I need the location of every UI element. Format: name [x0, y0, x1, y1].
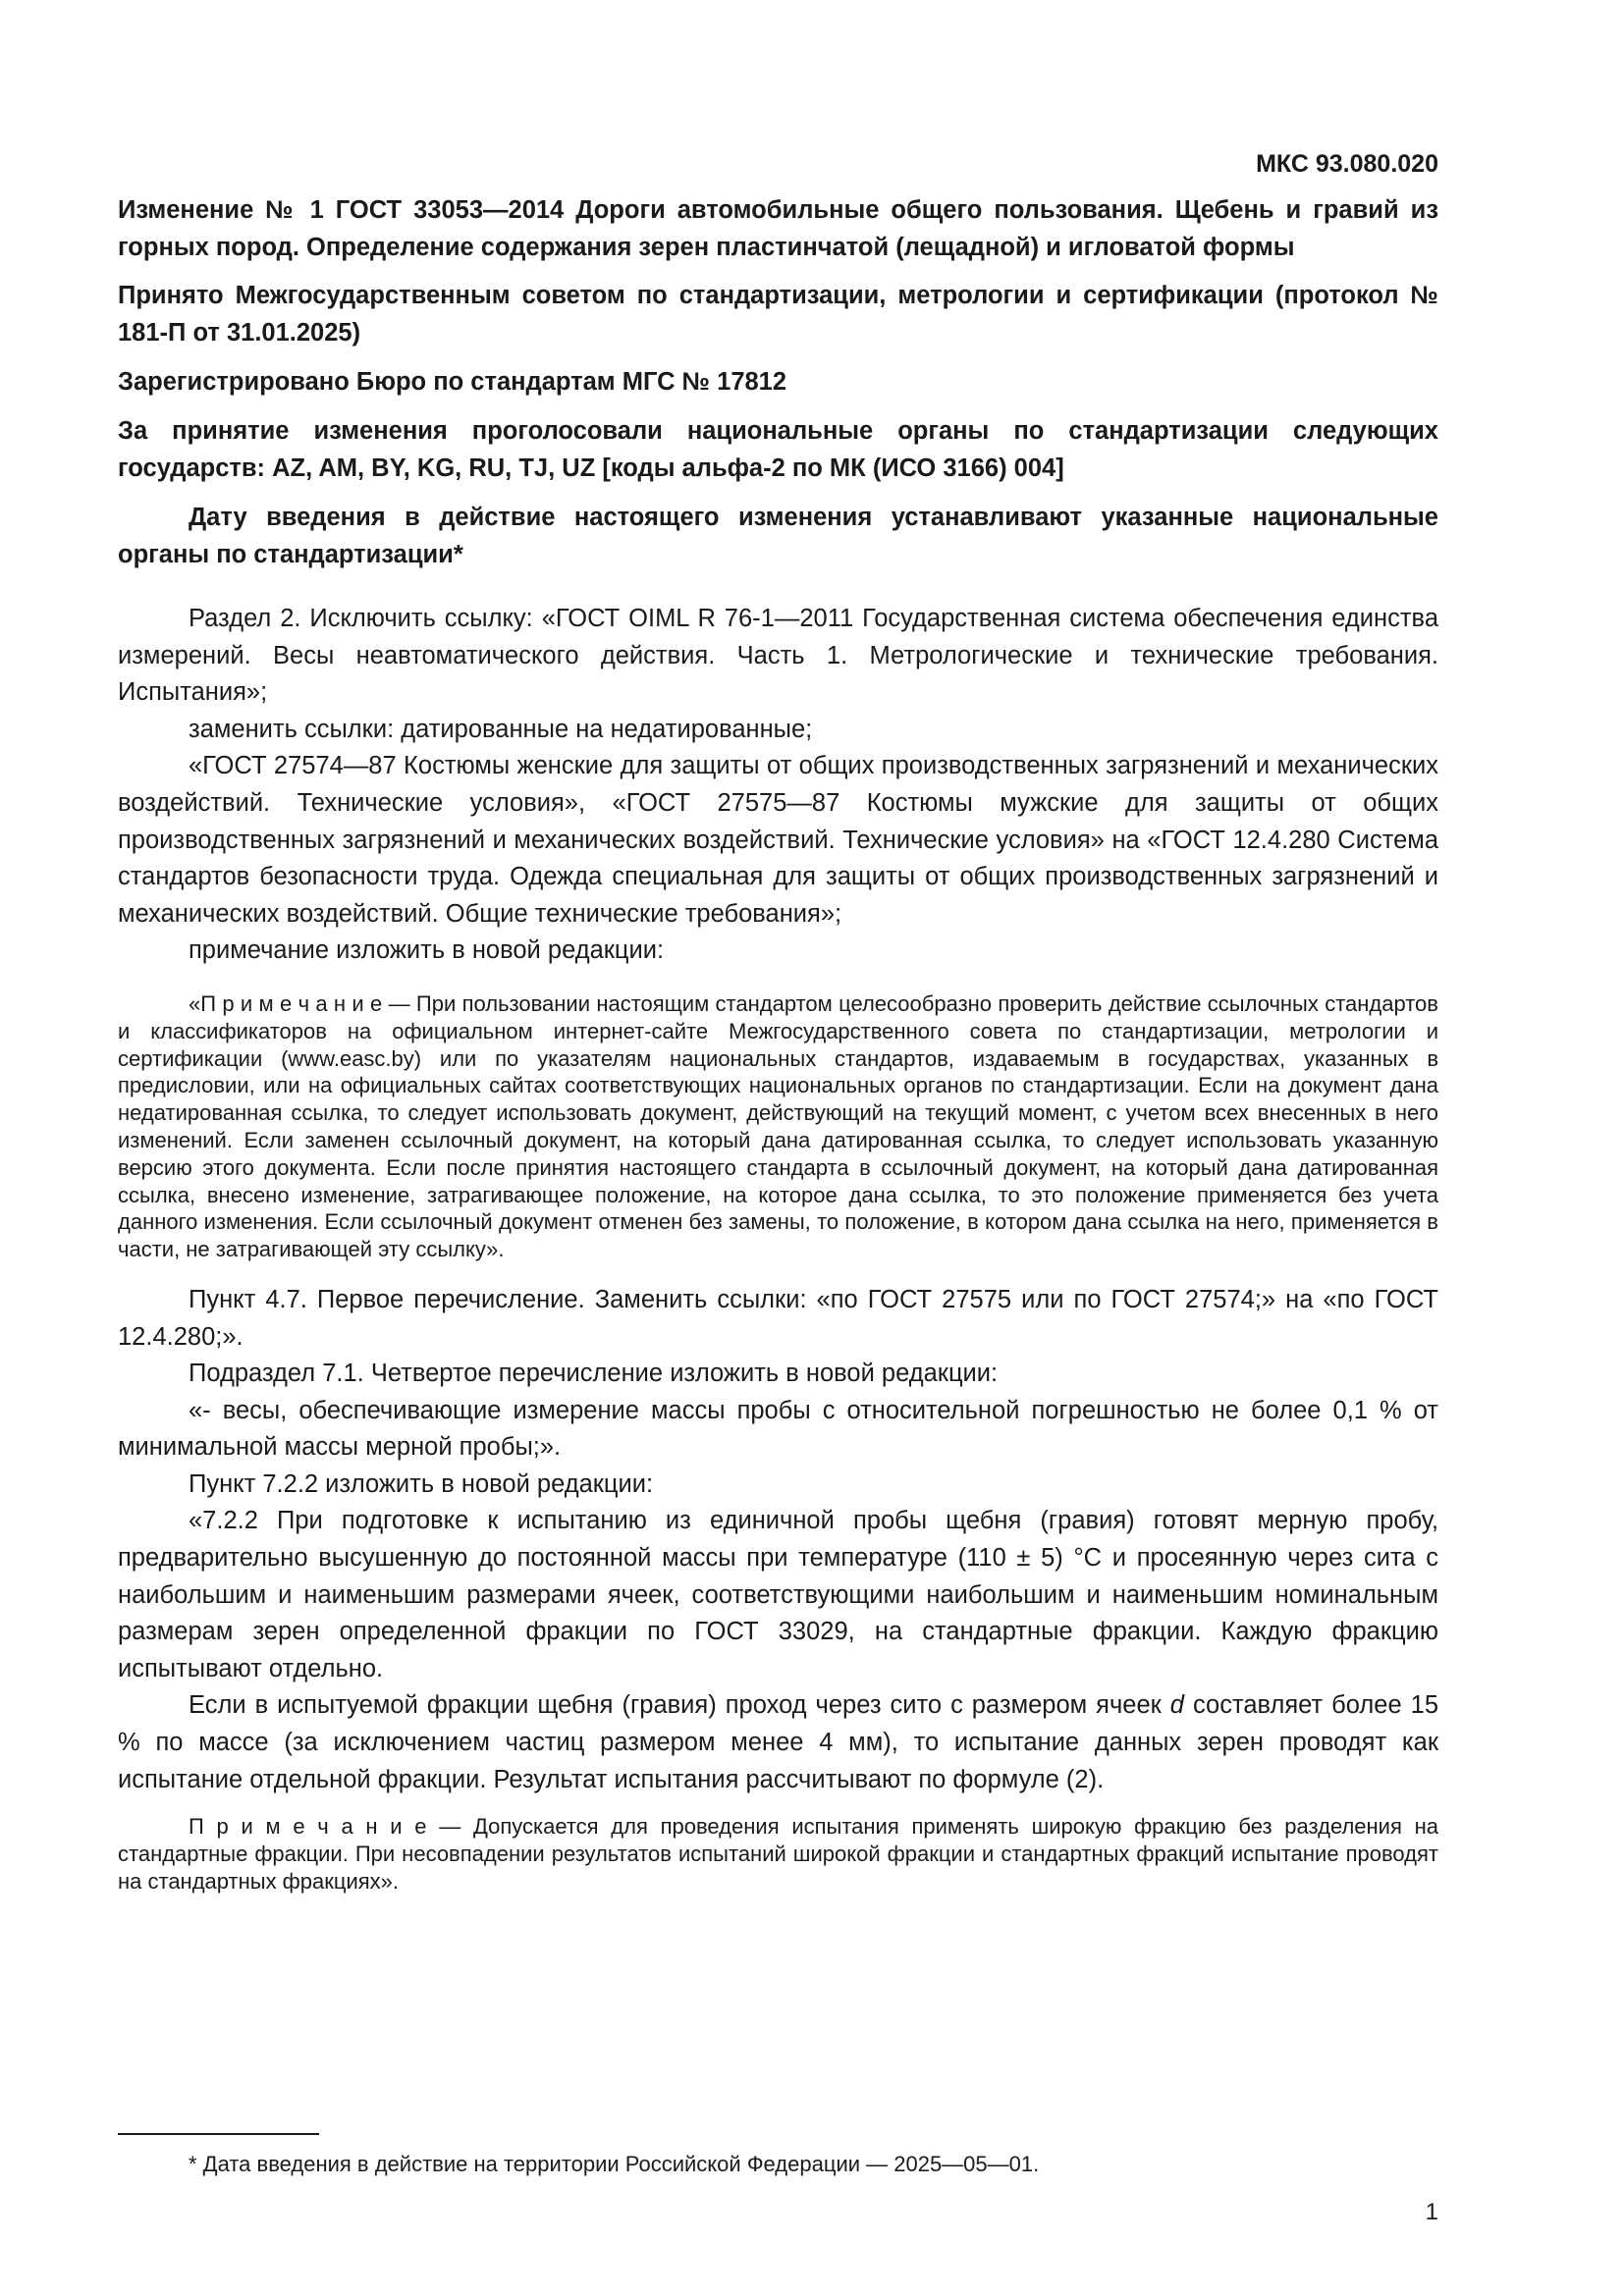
paragraph: Если в испытуемой фракции щебня (гравия) проход через сито с размером ячеек d составляет более 15 % по массе (за исключением частиц размером менее 4 мм), то испытание данных зерен проводят как испытание отдельной фракции. Результат испытания рассчитывают по формуле (2).	[118, 1691, 1438, 1793]
paragraph: Пункт 4.7. Первое перечисление. Заменить ссылки: «по ГОСТ 27575 или по ГОСТ 27574;» на «по ГОСТ 12.4.280;».	[118, 1285, 1438, 1351]
paragraph: заменить ссылки: датированные на недатированные;	[189, 715, 813, 743]
paragraph: «7.2.2 При подготовке к испытанию из единичной пробы щебня (гравия) готовят мерную пробу, предварительно высушенную до постоянной массы при температуре (110 ± 5) °C и просеянную через сита с наибольшим и наименьшим размерами ячеек, соответствующими наибольшим и наименьшим номинальным размерам зерен определенной фракции по ГОСТ 33029, на стандартные фракции. Каждую фракцию испытывают отдельно.	[118, 1507, 1438, 1682]
voted-statement: За принятие изменения проголосовали национальные органы по стандартизации следующих государств: AZ, AM, BY, KG, RU, TJ, UZ [коды альфа-2 по МК (ИСО 3166) 004]	[118, 417, 1438, 482]
amendment-body	[118, 601, 1438, 1896]
footnote: * Дата введения в действие на территории Российской Федерации — 2025—05—01.	[189, 2152, 1040, 2176]
note-label: П р и м е ч а н и е	[189, 1814, 427, 1840]
effective-date-statement: Дату введения в действие настоящего изменения устанавливают указанные национальные органы по стандартизации*	[118, 504, 1438, 568]
note-paragraph	[118, 1813, 1438, 1895]
note-label: «П р и м е ч а н и е	[189, 990, 383, 1016]
paragraph: «- весы, обеспечивающие измерение массы пробы с относительной погрешностью не более 0,1 % от минимальной массы мерной пробы;».	[118, 1396, 1438, 1462]
amendment-title: Изменение № 1 ГОСТ 33053—2014 Дороги автомобильные общего пользования. Щебень и гравий из горных пород. Определение содержания зерен пластинчатой (лещадной) и игловатой формы	[118, 196, 1438, 261]
paragraph: Пункт 7.2.2 изложить в новой редакции:	[189, 1469, 654, 1498]
variable-d: d	[1169, 1691, 1184, 1720]
footnote-rule	[118, 2133, 319, 2135]
paragraph: Подраздел 7.1. Четвертое перечисление изложить в новой редакции:	[189, 1360, 999, 1388]
paragraph: Раздел 2. Исключить ссылку: «ГОСТ OIML R 76-1—2011 Государственная система обеспечения единства измерений. Весы неавтоматического действия. Часть 1. Метрологические и технические требования. Испытания»;	[118, 605, 1438, 707]
note-paragraph	[118, 990, 1438, 1263]
adopted-statement: Принято Межгосударственным советом по стандартизации, метрологии и сертификации (протокол № 181-П от 31.01.2025)	[118, 282, 1438, 347]
paragraph: «ГОСТ 27574—87 Костюмы женские для защиты от общих производственных загрязнений и механических воздействий. Технические условия», «ГОСТ 27575—87 Костюмы мужские для защиты от общих производственных загрязнений и механических воздействий. Технические условия» на «ГОСТ 12.4.280 Система стандартов безопасности труда. Одежда специальная для защиты от общих производственных загрязнений и механических воздействий. Общие технические требования»;	[118, 752, 1438, 928]
mks-code: МКС 93.080.020	[1256, 150, 1438, 178]
note-text: — При пользовании настоящим стандартом целесообразно проверить действие ссылочных стандартов и классификаторов на официальном интернет-сайте Межгосударственного совета по стандартизации, метрологии и сертификации (www.easc.by) или по указателям национальных стандартов, издаваемым в государствах, указанных в предисловии, или на официальных сайтах соответствующих национальных органов по стандартизации. Если на документ дана недатированная ссылка, то следует использовать документ, действующий на текущий момент, с учетом всех внесенных в него изменений. Если заменен ссылочный документ, на который дана датированная ссылка, то следует использовать указанную версию этого документа. Если после принятия настоящего стандарта в ссылочный документ, на который дана датированная ссылка, внесено изменение, затрагивающее положение, на которое дана ссылка, то это положение применяется без учета данного изменения. Если ссылочный документ отменен без замены, то положение, в котором дана ссылка на него, применяется в части, не затрагивающей эту ссылку».	[118, 990, 1438, 1262]
registered-statement: Зарегистрировано Бюро по стандартам МГС № 17812	[118, 368, 787, 396]
page-number: 1	[1425, 2199, 1438, 2225]
paragraph: примечание изложить в новой редакции:	[189, 936, 665, 965]
note-text: — Допускается для проведения испытания применять широкую фракцию без разделения на стандартные фракции. При несовпадении результатов испытаний широкой фракции и стандартных фракций испытание проводят на стандартных фракциях».	[118, 1814, 1438, 1894]
